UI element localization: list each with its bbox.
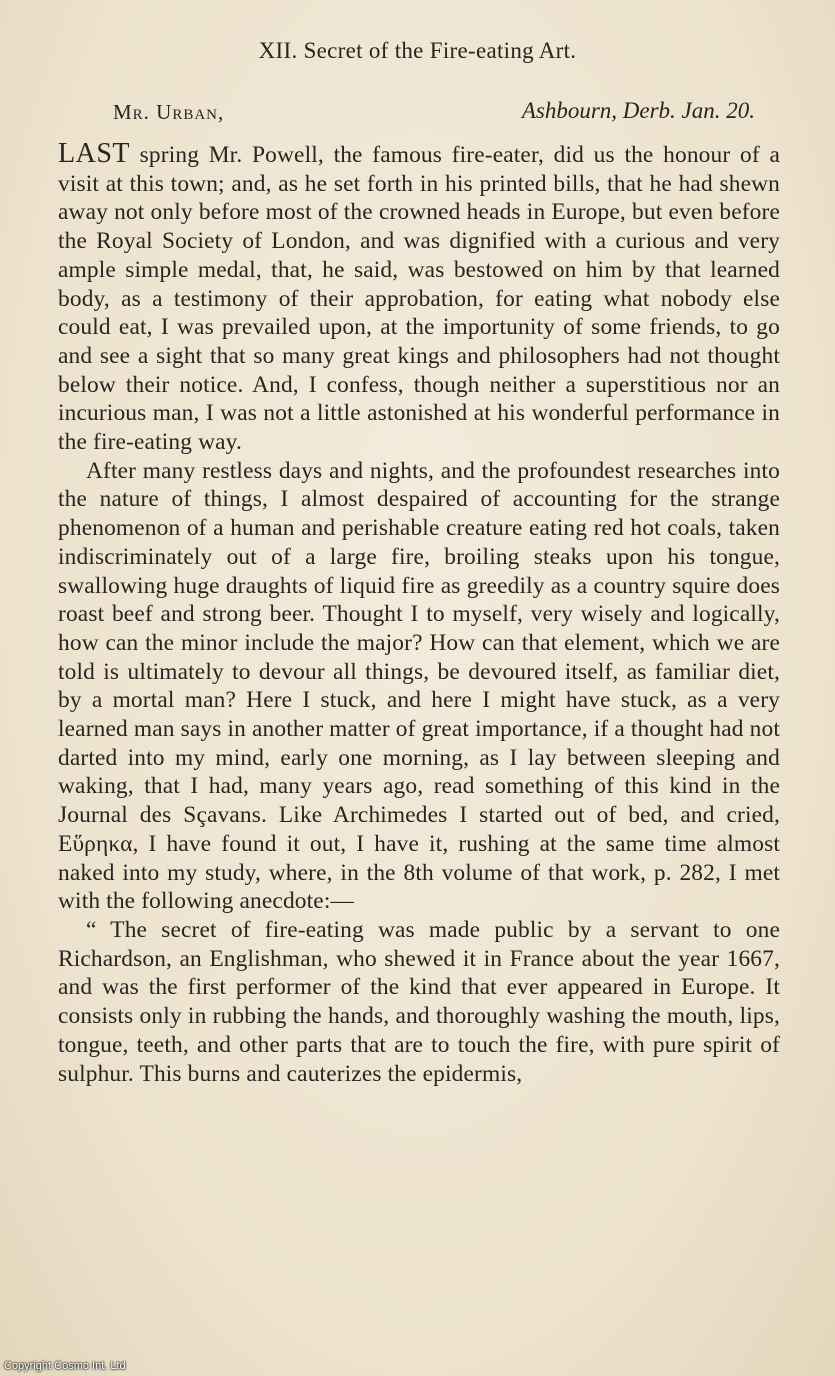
copyright-watermark: Copyright Cosmo Int. Ltd — [4, 1360, 126, 1372]
paragraph-1 — [58, 140, 780, 457]
salutation: Mr. Urban, — [113, 100, 225, 124]
opening-word: LAST — [58, 138, 130, 169]
paragraph-3-quote: “ The secret of fire-eating was made public by a servant to one Richardson, an Englishman, who shewed it in France about the year 1667, and was the first performer of the kind that ever appeared in Europe. It consists only in rubbing the hands, and thoroughly washing the mouth, lips, tongue, teeth, and other parts that are to touch the fire, with pure spirit of sulphur. This burns and cauterizes the epidermis, — [58, 916, 780, 1087]
paragraph-2: After many restless days and nights, and the profoundest researches into the nature of things, I almost despaired of accounting for the strange phenomenon of a human and perishable creature eating red hot coals, taken indiscriminately out of a large fire, broiling steaks upon his tongue, swallowing huge draughts of liquid fire as greedily as a country squire does roast beef and strong beer. Thought I to myself, very wisely and logically, how can the minor include the major? How can that element, which we are told is ultimately to devour all things, be devoured itself, as familiar diet, by a mortal man? Here I stuck, and here I might have stuck, as a very learned man says in another matter of great importance, if a thought had not darted into my mind, early one morning, as I lay between sleeping and waking, that I had, many years ago, read something of this kind in the Journal des Sçavans. Like Archimedes I started out of bed, and cried, Εὕρηκα, I have found it out, I have it, rushing at the same time almost naked into my study, where, in the 8th volume of that work, p. 282, I met with the following anecdote:— — [58, 457, 780, 915]
article-body — [58, 140, 780, 1088]
dateline: Ashbourn, Derb. Jan. 20. — [521, 98, 755, 123]
article-title: XII. Secret of the Fire-eating Art. — [258, 38, 577, 63]
paragraph-1-text: spring Mr. Powell, the famous fire-eater, did us the honour of a visit at this town; and, as he set forth in his printed bills, that he had shewn away not only before most of the crowned heads in Europe, but even before the Royal Society of London, and was dignified with a curious and very ample simple medal, that, he said, was bestowed on him by that learned body, as a testimony of their approbation, for eating what nobody else could eat, I was prevailed upon, at the importunity of some friends, to go and see a sight that so many great kings and philosophers had not thought below their notice. And, I confess, though neither a superstitious nor an incurious man, I was not a little astonished at his wonderful performance in the fire-eating way. — [58, 142, 780, 456]
